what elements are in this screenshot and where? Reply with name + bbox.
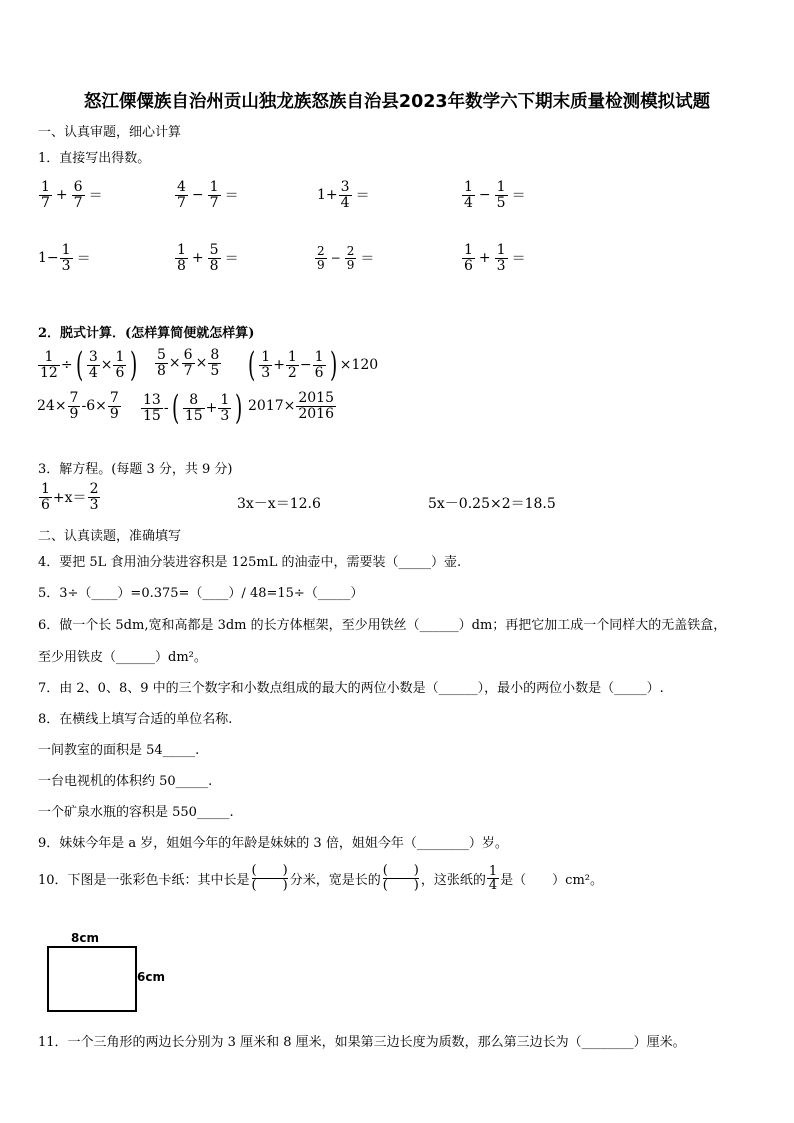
question-1-title: 1．直接写出得数。 <box>38 151 151 166</box>
question-8-line-1: 一间教室的面积是 54_____. <box>38 743 200 758</box>
section-1-heading: 一、认真审题，细心计算 <box>38 125 182 140</box>
q1-expr-8: $\frac{1}{6}$ + $\frac{1}{3}$ ＝ <box>464 242 526 274</box>
q2-expr-3: ( $\frac{1}{3}$ + $\frac{1}{2}$ − $\frac{1}{6}$ ) ×120 <box>247 345 379 385</box>
q2-expr-1: $\frac{1}{12}$ ÷ ( $\frac{3}{4}$ × $\frac{1}{6}$ ) <box>40 345 138 385</box>
card-length-label: 8cm <box>71 931 99 945</box>
card-width-label: 6cm <box>137 970 165 984</box>
q2-expr-4: 24× $\frac{7}{9}$ -6× $\frac{7}{9}$ <box>37 390 119 422</box>
question-4: 4．要把 5L 食用油分装进容积是 125mL 的油壶中，需要装（_____）壶. <box>38 555 462 570</box>
q3-equation-2: 3x－x＝12.6 <box>237 496 321 512</box>
question-6-line-1: 6．做一个长 5dm,宽和高都是 3dm 的长方体框架，至少用铁丝（______）dm；再把它加工成一个同样大的无盖铁盒， <box>38 618 727 633</box>
question-9: 9．妹妹今年是 a 岁，姐姐今年的年龄是妹妹的 3 倍，姐姐今年（________）岁。 <box>38 836 508 851</box>
q1-expr-3: 1+ $\frac{3}{4}$ ＝ <box>317 179 370 211</box>
question-3-title: 3．解方程。(每题 3 分，共 9 分) <box>38 462 233 477</box>
q1-expr-5: 1− $\frac{1}{3}$ ＝ <box>38 242 91 274</box>
section-2-heading: 二、认真读题，准确填写 <box>38 529 182 544</box>
question-11: 11．一个三角形的两边长分别为 3 厘米和 8 厘米，如果第三边长度为质数，那么第三边长为（________）厘米。 <box>38 1035 686 1050</box>
q2-expr-5: $\frac{13}{15}$ - ( $\frac{8}{15}$ + $\frac{1}{3}$ ) <box>143 388 243 428</box>
q1-expr-1: $\frac{1}{7}$ + $\frac{6}{7}$ ＝ <box>41 179 103 211</box>
q2-expr-6: 2017× $\frac{2015}{2016}$ <box>248 390 334 422</box>
q1-expr-4: $\frac{1}{4}$ − $\frac{1}{5}$ ＝ <box>464 179 526 211</box>
colored-card-rectangle <box>47 946 137 1012</box>
q1-expr-2: $\frac{4}{7}$ − $\frac{1}{7}$ ＝ <box>177 179 239 211</box>
question-8-line-3: 一个矿泉水瓶的容积是 550_____. <box>38 805 234 820</box>
q3-equation-3: 5x－0.25×2＝18.5 <box>428 496 556 512</box>
q2-expr-2: $\frac{5}{8}$ × $\frac{6}{7}$ × $\frac{8}{5}$ <box>157 347 220 379</box>
q1-expr-7: $\frac{2}{9}$ − $\frac{2}{9}$ ＝ <box>317 244 375 272</box>
page-title: 怒江傈僳族自治州贡山独龙族怒族自治县2023年数学六下期末质量检测模拟试题 <box>83 92 711 112</box>
question-6-line-2: 至少用铁皮（______）dm²。 <box>38 650 207 665</box>
q1-expr-6: $\frac{1}{8}$ + $\frac{5}{8}$ ＝ <box>177 242 239 274</box>
question-8-title: 8．在横线上填写合适的单位名称. <box>38 712 233 727</box>
question-7: 7．由 2、0、8、9 中的三个数字和小数点组成的最大的两位小数是（______），最小的两位小数是（_____）. <box>38 681 664 696</box>
q3-equation-1: $\frac{1}{6}$ +x＝ $\frac{2}{3}$ <box>41 481 99 513</box>
question-10: 10．下图是一张彩色卡纸：其中长是 ( ) ( ) 分米，宽是长的 ( ) ( ) ，这张纸的 $\frac{1}{4}$ 是（ ）cm²。 <box>38 863 603 894</box>
question-5: 5．3÷（____）=0.375=（____）/ 48=15÷（_____） <box>38 586 364 601</box>
question-2-title: 2．脱式计算．(怎样算简便就怎样算) <box>38 326 255 341</box>
question-8-line-2: 一台电视机的体积约 50_____. <box>38 774 213 789</box>
